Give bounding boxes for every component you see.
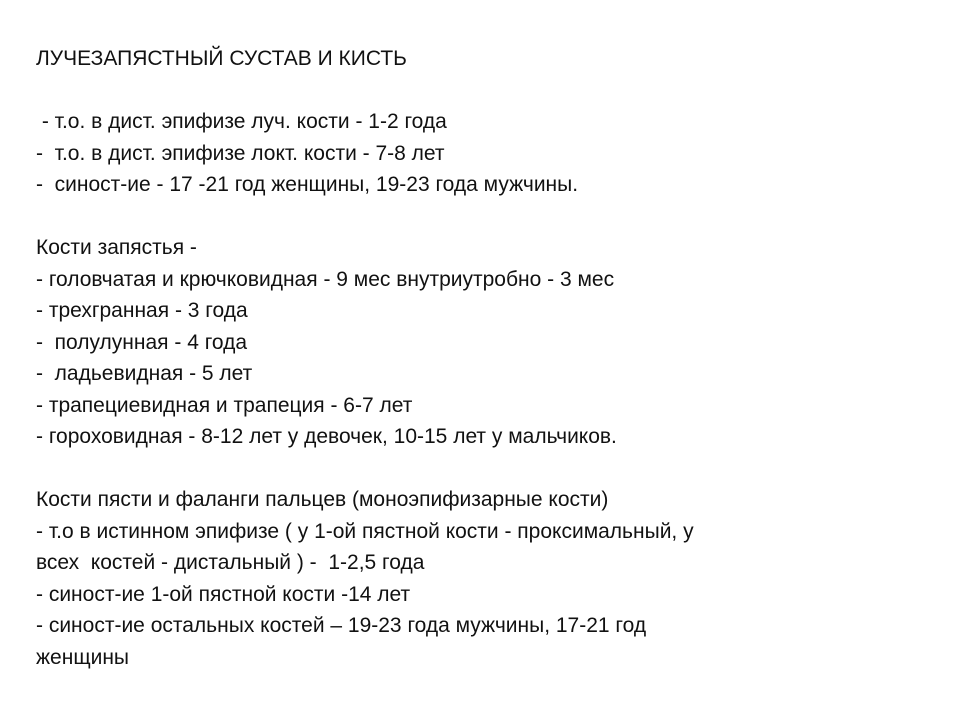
carpal-line-5: - трапециевидная и трапеция - 6-7 лет [36,393,413,417]
metacarpal-heading: Кости пясти и фаланги пальцев (моноэпифизарные кости) [36,488,609,511]
carpal-line-3: - полулунная - 4 года [36,330,248,354]
metacarpal-line-1: - т.о в истинном эпифизе ( у 1-ой пястной кости - проксимальный, у [36,519,694,543]
carpal-line-6: - гороховидная - 8-12 лет у девочек, 10-15 лет у мальчиков. [36,425,617,448]
carpal-line-4: - ладьевидная - 5 лет [36,362,253,385]
carpal-heading: Кости запястья - [36,236,197,259]
wrist-line-1: - т.о. в дист. эпифизе луч. кости - 1-2 года [36,110,447,133]
metacarpal-line-2: всех костей - дистальный ) - 1-2,5 года [36,551,425,574]
metacarpal-line-5: женщины [36,645,130,669]
slide-text-body [36,43,916,673]
slide-title: ЛУЧЕЗАПЯСТНЫЙ СУСТАВ И КИСТЬ [36,47,407,70]
carpal-line-1: - головчатая и крючковидная - 9 мес внутриутробно - 3 мес [36,267,615,291]
spacer [36,201,916,233]
carpal-line-2: - трехгранная - 3 года [36,299,248,322]
wrist-line-2: - т.о. в дист. эпифизе локт. кости - 7-8 лет [36,141,445,165]
metacarpal-line-3: - синост-ие 1-ой пястной кости -14 лет [36,582,411,606]
spacer [36,453,916,485]
metacarpal-line-4: - синост-ие остальных костей – 19-23 года мужчины, 17-21 год [36,614,647,637]
spacer [36,75,916,107]
wrist-line-3: - синост-ие - 17 -21 год женщины, 19-23 года мужчины. [36,173,579,196]
